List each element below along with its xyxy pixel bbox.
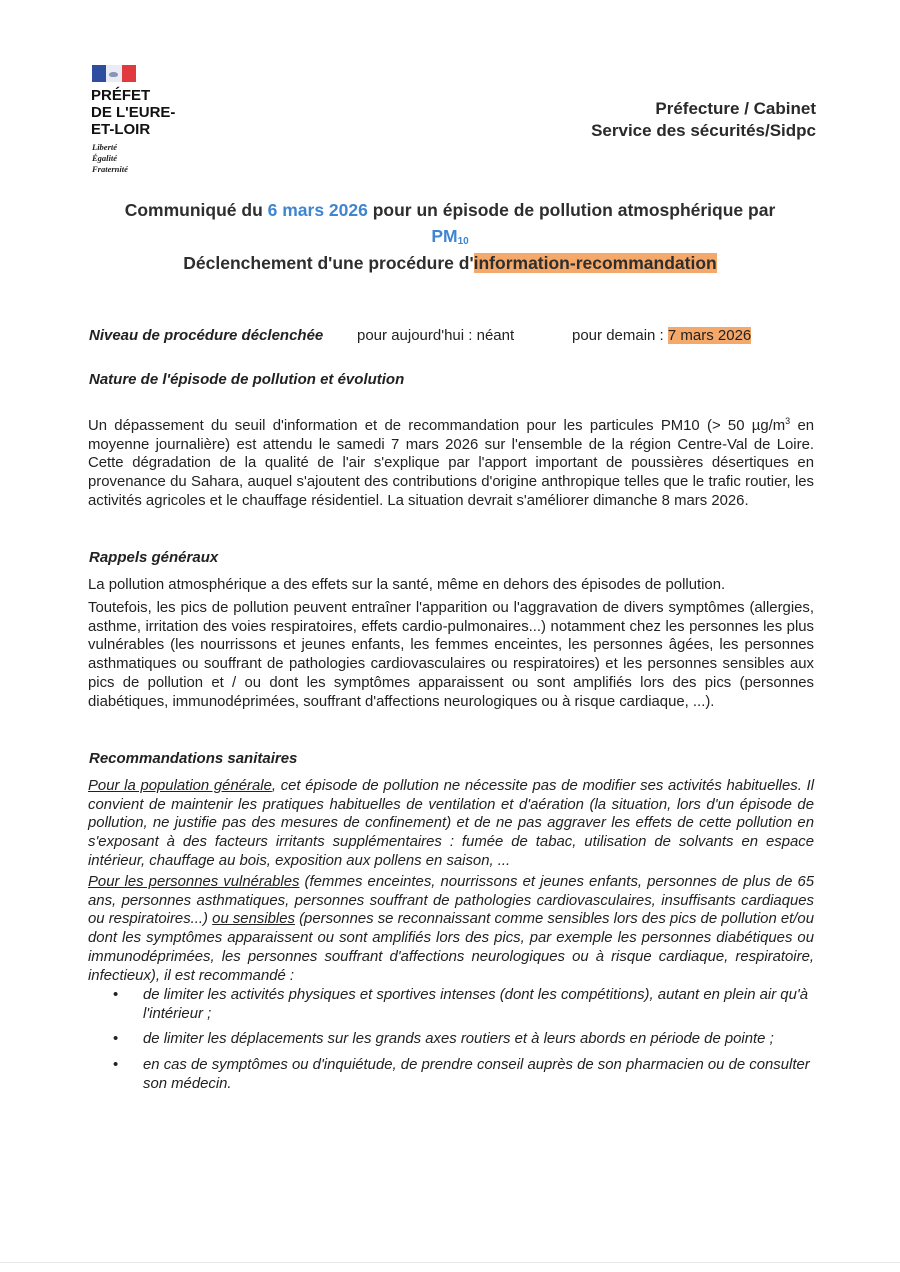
recommendation-list	[110, 986, 820, 1101]
republic-motto	[92, 142, 128, 175]
pollutant-base: PM	[431, 226, 458, 246]
procedure-prefix: Déclenchement d'une procédure d'	[183, 253, 474, 273]
level-tomorrow-prefix: pour demain :	[572, 327, 668, 344]
nature-heading: Nature de l'épisode de pollution et évolution	[89, 371, 405, 388]
list-item	[110, 986, 820, 1023]
nature-text-2: en moyenne journalière) est attendu le samedi 7 mars 2026 sur l'ensemble de la région Centre-Val de Loire. Cette dégradation de la qualité de l'air s'explique par l'apport important de poussières désertiques en provenance du Sahara, auquel s'ajoutent des contributions d'origine anthropique telles que le trafic routier, les activités agricoles et le chauffage résidentiel. La situation devrait s'améliorer dimanche 8 mars 2026.	[88, 418, 815, 509]
list-item	[110, 1030, 820, 1049]
general-population-label: Pour la population générale	[88, 778, 272, 794]
nature-paragraph	[88, 417, 814, 511]
level-tomorrow	[572, 327, 751, 344]
sensitive-label: ou sensibles	[212, 911, 295, 928]
motto-liberte: Liberté	[92, 142, 118, 152]
recommandations-heading: Recommandations sanitaires	[89, 750, 298, 767]
level-tomorrow-date: 7 mars 2026	[667, 327, 752, 344]
nature-text-1: Un dépassement du seuil d'information et de recommandation pour les particules PM10 (> 50 µg/m	[88, 418, 786, 434]
prefet-line-1: PRÉFET	[91, 87, 151, 104]
bullet-icon: •	[113, 1031, 119, 1048]
prefet-line-3: ET-LOIR	[91, 121, 151, 138]
vulnerable-paragraph	[88, 873, 814, 985]
page-bottom-divider	[0, 1262, 900, 1263]
vulnerable-text: (femmes enceintes, nourrissons et jeunes enfants, personnes de plus de 65 ans, personnes asthmatiques, personnes souffrant de pathologies cardiovasculaires, insuffisants cardiaques ou respiratoires...)	[88, 874, 815, 928]
list-item-text: de limiter les déplacements sur les grands axes routiers et à leurs abords en période de pointe ;	[143, 1031, 774, 1048]
unit-superscript: 3	[785, 416, 791, 427]
rappels-paragraph-2: Toutefois, les pics de pollution peuvent entraîner l'apparition ou l'aggravation de divers symptômes (allergies, asthme, irritation des voies respiratoires, effets cardio-pulmonaires...) notamment chez les personnes les plus vulnérables (les nourrissons et jeunes enfants, les femmes enceintes, les personnes âgées, les personnes asthmatiques ou souffrant de pathologies cardiovasculaires ou respiratoires) et les personnes sensibles aux pics de pollution et / ou dont les symptômes apparaissent ou sont amplifiés lors des pics (personnes diabétiques, immunodéprimées, souffrant d'affections neurologiques ou à risque cardiaque, ...).	[88, 600, 814, 710]
rappels-heading: Rappels généraux	[89, 549, 219, 566]
prefet-line-2: DE L'EURE-	[91, 104, 176, 121]
title-text-end: pour un épisode de pollution atmosphérique par	[367, 200, 776, 220]
procedure-title	[0, 253, 900, 274]
communique-title-line-1	[0, 200, 900, 221]
general-population-paragraph	[88, 777, 814, 871]
motto-fraternite: Fraternité	[92, 164, 128, 174]
sensitive-text: (personnes se reconnaissant comme sensibles lors des pics de pollution et/ou dont les symptômes apparaissent ou sont amplifiés lors des pics, par exemple les personnes diabétiques ou immunodéprimées, les personnes souffrant d'affections neurologiques ou à risque cardiaque, respiratoire, infectieux), il est recommandé :	[88, 911, 814, 984]
rappels-paragraph-1: La pollution atmosphérique a des effets sur la santé, même en dehors des épisodes de pollution.	[88, 577, 726, 593]
bullet-icon: •	[113, 987, 119, 1003]
list-item	[110, 1056, 820, 1093]
list-item-text: en cas de symptômes ou d'inquiétude, de prendre conseil auprès de son pharmacien ou de consulter son médecin.	[143, 1057, 810, 1092]
list-item-text: de limiter les activités physiques et sportives intenses (dont les compétitions), autant en plein air qu'à l'intérieur ;	[143, 987, 808, 1022]
pollutant-label	[0, 226, 900, 247]
pollutant-subscript: 10	[457, 236, 469, 247]
marianne-flag-logo	[92, 65, 136, 82]
service-line-2: Service des sécurités/Sidpc	[591, 121, 816, 140]
level-today: pour aujourd'hui : néant	[357, 327, 515, 344]
bullet-icon: •	[113, 1057, 119, 1074]
level-label: Niveau de procédure déclenchée	[89, 327, 324, 344]
title-date: 6 mars 2026	[267, 200, 368, 220]
vulnerable-label: Pour les personnes vulnérables	[88, 874, 300, 890]
procedure-highlight: information-recommandation	[473, 253, 717, 273]
motto-egalite: Égalité	[92, 153, 118, 163]
general-population-text: , cet épisode de pollution ne nécessite pas de modifier ses activités habituelles. Il convient de maintenir les pratiques habituelles de ventilation et d'aération (la situation, lors d'un épisode de pollution, ne justifie pas des mesures de confinement) et de ne pas aggraver les effets de cette pollution en s'exposant à des facteurs irritants supplémentaires : fumée de tabac, utilisation de solvants en espace intérieur, chauffage au bois, exposition aux pollens en saison, ...	[88, 778, 815, 869]
title-text-start: Communiqué du	[124, 200, 268, 220]
prefet-title	[91, 87, 211, 138]
service-header	[591, 98, 816, 142]
service-line-1: Préfecture / Cabinet	[655, 99, 816, 118]
